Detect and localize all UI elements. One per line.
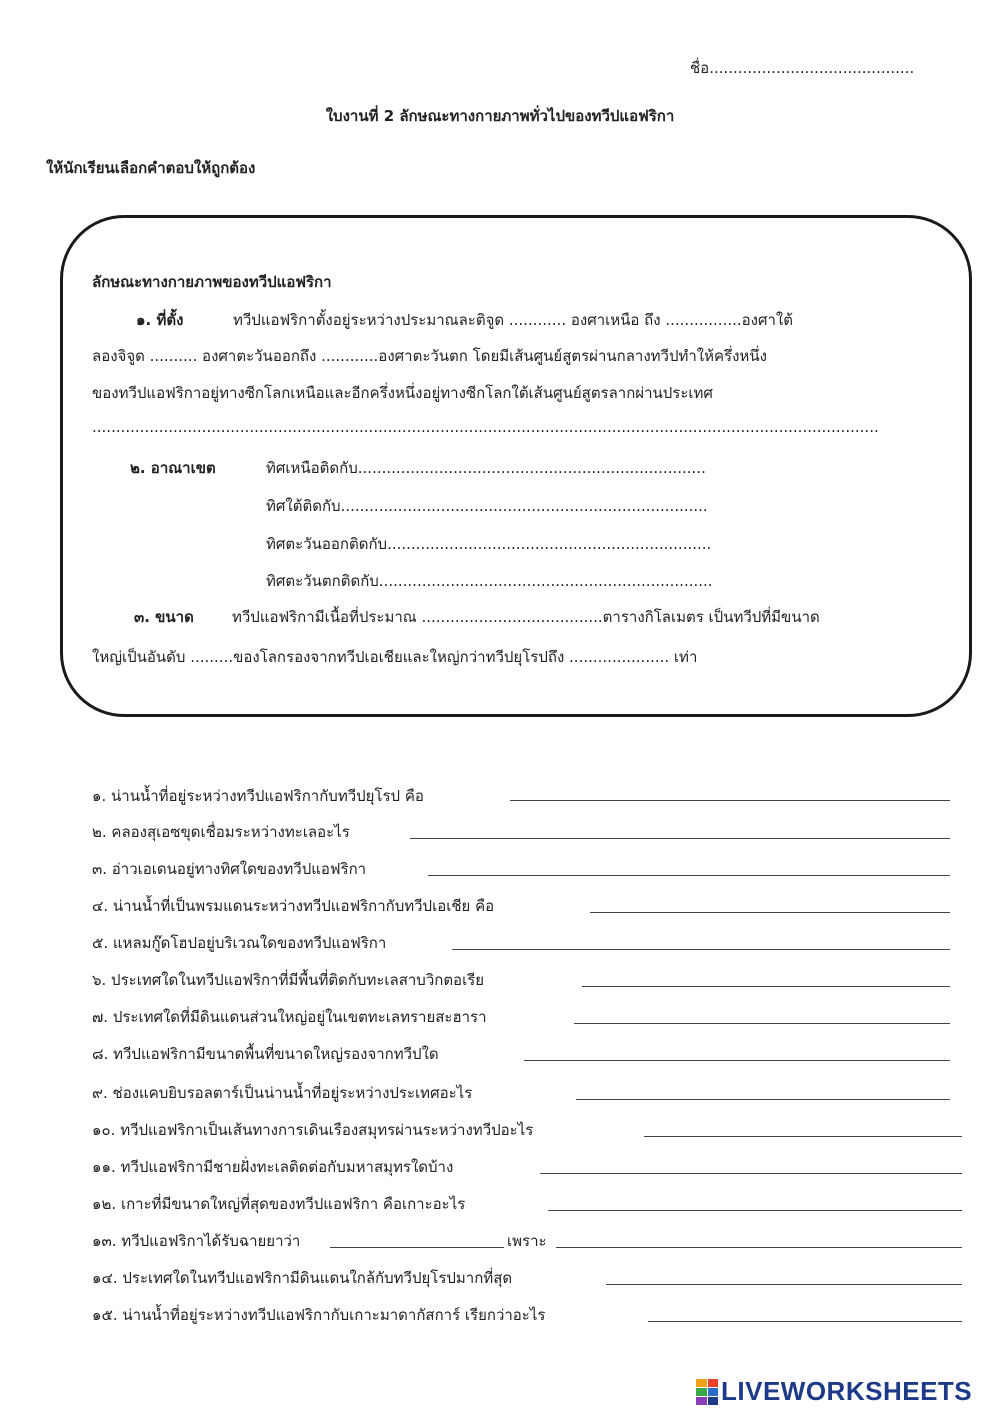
answer-line-7[interactable] (574, 1023, 950, 1024)
border-east[interactable]: ทิศตะวันออกติดกับ.................................................................... (266, 535, 712, 553)
answer-line-11[interactable] (540, 1173, 962, 1174)
question-13: ๑๓. ทวีปแอฟริกาได้รับฉายยาว่า (92, 1232, 301, 1250)
liveworksheets-logo[interactable] (696, 1376, 972, 1407)
border-north[interactable]: ทิศเหนือติดกับ......................................................................... (266, 459, 706, 477)
answer-line-6[interactable] (582, 986, 950, 987)
answer-line-13b[interactable] (556, 1247, 962, 1248)
section-1-line-3: ของทวีปแอฟริกาอยู่ทางซีกโลกเหนือและอีกครึ่งหนึ่งอยู่ทางซีกโลกใต้เส้นศูนย์สูตรลากผ่านประเทศ (92, 384, 713, 402)
question-10: ๑๐. ทวีปแอฟริกาเป็นเส้นทางการเดินเรืองสมุทรผ่านระหว่างทวีปอะไร (92, 1121, 534, 1139)
answer-line-12[interactable] (548, 1210, 962, 1211)
answer-line-1[interactable] (510, 800, 950, 801)
answer-line-15[interactable] (648, 1321, 962, 1322)
answer-line-3[interactable] (428, 875, 950, 876)
logo-text: LIVEWORKSHEETS (721, 1376, 973, 1406)
question-14: ๑๔. ประเทศใดในทวีปแอฟริกามีดินแดนใกล้กับทวีปยุโรปมากที่สุด (92, 1269, 513, 1287)
question-2: ๒. คลองสุเอซขุดเชื่อมระหว่างทะเลอะไร (92, 823, 350, 841)
section-3-label: ๓. ขนาด (134, 608, 194, 626)
answer-line-8[interactable] (524, 1060, 950, 1061)
question-1: ๑. น่านน้ำที่อยู่ระหว่างทวีปแอฟริกากับทวีปยุโรป คือ (92, 787, 424, 805)
question-11: ๑๑. ทวีปแอฟริกามีชายฝั่งทะเลติดต่อกับมหาสมุทรใดบ้าง (92, 1158, 454, 1176)
worksheet-title: ใบงานที่ 2 ลักษณะทางกายภาพทั่วไปของทวีปแอฟริกา (325, 107, 675, 125)
answer-line-5[interactable] (452, 949, 950, 950)
liveworksheets-logo-icon (696, 1379, 718, 1405)
question-8: ๘. ทวีปแอฟริกามีขนาดพื้นที่ขนาดใหญ่รองจากทวีปใด (92, 1045, 439, 1063)
question-3: ๓. อ่าวเอเดนอยู่ทางทิศใดของทวีปแอฟริกา (92, 860, 367, 878)
question-4: ๔. น่านน้ำที่เป็นพรมแดนระหว่างทวีปแอฟริกากับทวีปเอเชีย คือ (92, 897, 495, 915)
answer-line-14[interactable] (606, 1284, 962, 1285)
answer-line-9[interactable] (576, 1099, 950, 1100)
question-7: ๗. ประเทศใดที่มีดินแดนส่วนใหญ่อยู่ในเขตทะเลทรายสะฮารา (92, 1008, 487, 1026)
answer-line-13a[interactable] (330, 1247, 504, 1248)
box-title: ลักษณะทางกายภาพของทวีปแอฟริกา (92, 273, 332, 291)
section-1-label: ๑. ที่ตั้ง (136, 311, 184, 329)
section-3-line-1: ทวีปแอฟริกามีเนื้อที่ประมาณ ......................................ตารางกิโลเมตร เป็นทวีปที่มีขนาด (232, 608, 820, 626)
section-1-line-2: ลองจิจูด .......... องศาตะวันออกถึง ............องศาตะวันตก โดยมีเส้นศูนย์สูตรผ่านกลางทวีปทำให้ครึ่งหนึ่ง (92, 347, 767, 365)
question-13-because: เพราะ (507, 1232, 547, 1250)
question-5: ๕. แหลมกู๊ดโฮปอยู่บริเวณใดของทวีปแอฟริกา (92, 934, 387, 952)
section-3-line-2: ใหญ่เป็นอันดับ .........ของโลกรองจากทวีปเอเชียและใหญ่กว่าทวีปยุโรปถึง ..................... เท่า (92, 648, 698, 666)
question-6: ๖. ประเทศใดในทวีปแอฟริกาที่มีพื้นที่ติดกับทะเลสาบวิกตอเรีย (92, 971, 485, 989)
answer-line-2[interactable] (410, 838, 950, 839)
answer-line-4[interactable] (590, 912, 950, 913)
answer-line-10[interactable] (644, 1136, 962, 1137)
name-field[interactable]: ชื่อ........................................... (690, 59, 915, 77)
section-2-label: ๒. อาณาเขต (130, 459, 216, 477)
question-15: ๑๕. น่านน้ำที่อยู่ระหว่างทวีปแอฟริกากับเกาะมาดากัสการ์ เรียกว่าอะไร (92, 1306, 546, 1324)
section-1-line-4[interactable]: ..................................................................................................................................................................... (92, 418, 879, 436)
border-south[interactable]: ทิศใต้ติดกับ............................................................................. (266, 497, 708, 515)
instruction: ให้นักเรียนเลือกคำตอบให้ถูกต้อง (46, 159, 256, 177)
question-12: ๑๒. เกาะที่มีขนาดใหญ่ที่สุดของทวีปแอฟริกา คือเกาะอะไร (92, 1195, 466, 1213)
border-west[interactable]: ทิศตะวันตกติดกับ...................................................................... (266, 572, 713, 590)
question-9: ๙. ช่องแคบยิบรอลตาร์เป็นน่านน้ำที่อยู่ระหว่างประเทศอะไร (92, 1084, 473, 1102)
section-1-line-1: ทวีปแอฟริกาตั้งอยู่ระหว่างประมาณละติจูด ............ องศาเหนือ ถึง ................องศาใต้ (233, 311, 793, 329)
